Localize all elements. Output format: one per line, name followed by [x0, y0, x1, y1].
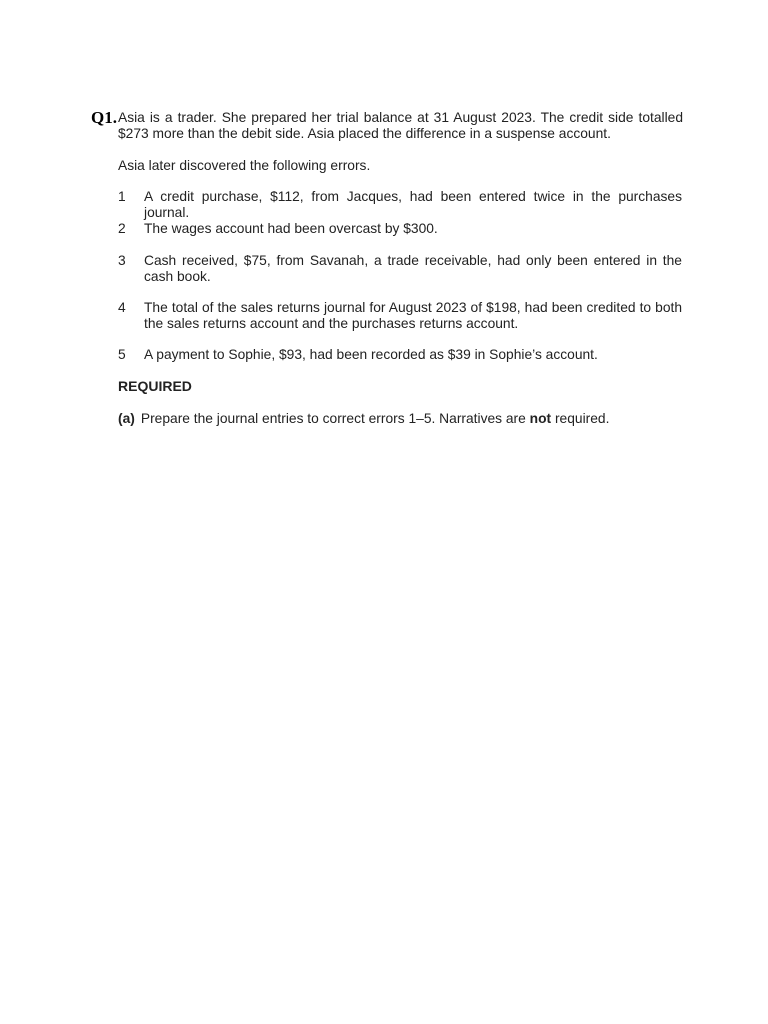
- error-number: 4: [118, 300, 126, 315]
- part-a: [118, 411, 683, 426]
- errors-intro: Asia later discovered the following errors.: [118, 158, 371, 173]
- required-heading: REQUIRED: [118, 378, 192, 394]
- question-intro: Asia is a trader. She prepared her trial balance at 31 August 2023. The credit side totalled $273 more than the debit side. Asia placed the difference in a suspense account.: [118, 110, 683, 141]
- error-number: 3: [118, 253, 126, 268]
- error-number: 5: [118, 347, 126, 362]
- error-text: A credit purchase, $112, from Jacques, had been entered twice in the purchases journal.: [144, 189, 682, 220]
- part-text-before: Prepare the journal entries to correct errors 1–5. Narratives are: [140, 411, 530, 426]
- part-text-bold: not: [529, 411, 552, 426]
- error-text: Cash received, $75, from Savanah, a trade receivable, had only been entered in the cash book.: [144, 253, 682, 284]
- error-number: 1: [118, 189, 126, 204]
- part-text-after: required.: [551, 411, 610, 426]
- question-label: Q1.: [91, 108, 117, 127]
- error-text: The total of the sales returns journal for August 2023 of $198, had been credited to both the sales returns account and the purchases returns account.: [144, 300, 682, 331]
- part-label: (a): [118, 411, 135, 426]
- error-text: The wages account had been overcast by $300.: [144, 221, 438, 236]
- error-number: 2: [118, 221, 126, 236]
- error-text: A payment to Sophie, $93, had been recorded as $39 in Sophie’s account.: [144, 347, 598, 362]
